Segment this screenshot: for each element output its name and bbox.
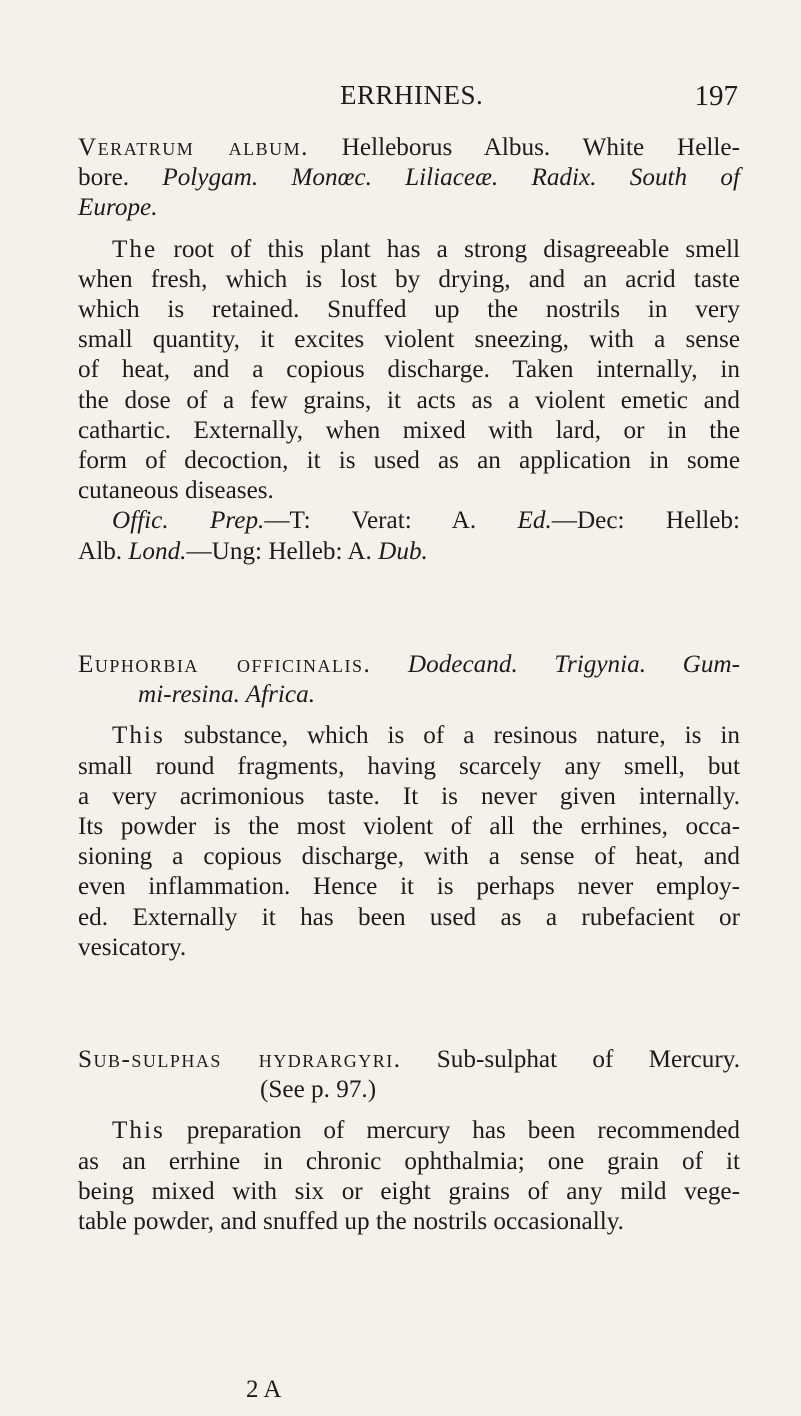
paragraph-line: This substance, which is of a resinous nature, is in	[112, 722, 740, 750]
paragraph-line: form of decoction, it is used as an application in some	[78, 447, 740, 475]
paragraph-line: when fresh, which is lost by drying, and an acrid taste	[78, 265, 740, 293]
lead-word: This	[112, 1117, 165, 1145]
entry-title-rest: Sub-sulphat of Mercury.	[401, 1046, 740, 1073]
paragraph-line: a very acrimonious taste. It is never given internally.	[78, 782, 740, 810]
entry-heading	[78, 1045, 740, 1075]
paragraph-line: cathartic. Externally, when mixed with lard, or in the	[78, 416, 740, 444]
entry-name: Veratrum album.	[78, 134, 309, 161]
entry-classification-cont: Europe.	[78, 194, 158, 222]
see-reference: (See p. 97.)	[260, 1076, 377, 1104]
paragraph-line: as an errhine in chronic ophthalmia; one grain of it	[78, 1147, 740, 1175]
paragraph-line: even inflammation. Hence it is perhaps never employ-	[78, 873, 740, 901]
entry-heading	[78, 650, 740, 680]
paragraph-line: of heat, and a copious discharge. Taken internally, in	[78, 356, 740, 384]
paragraph-line: small quantity, it excites violent sneezing, with a sense	[78, 326, 740, 354]
entry-name: Sub-sulphas hydrargyri.	[78, 1046, 402, 1073]
entry-name: Euphorbia officinalis.	[78, 651, 372, 678]
entry-classification-cont: mi-resina. Africa.	[138, 681, 316, 709]
entry-title-rest: Helleborus Albus. White Helle-	[308, 134, 740, 161]
paragraph-line: Its powder is the most violent of all the errhines, occa-	[78, 813, 740, 841]
entry-sub-sulphas-hydrargyri	[78, 1045, 740, 1237]
page-header	[78, 80, 738, 116]
classification-text: Dodecand. Trigynia. Gum-	[371, 651, 740, 678]
entry-heading	[78, 133, 740, 163]
paragraph-line: being mixed with six or eight grains of any mild vege-	[78, 1177, 740, 1205]
paragraph-line: cutaneous diseases.	[78, 477, 274, 505]
signature-mark: 2 A	[246, 1376, 282, 1403]
paragraph-line: table powder, and snuffed up the nostrils occasionally.	[78, 1208, 624, 1236]
paragraph-line: the dose of a few grains, it acts as a violent emetic and	[78, 386, 740, 414]
page-number: 197	[694, 80, 738, 112]
entry-classification: bore. Polygam. Monœc. Liliaceæ. Radix. South of	[78, 164, 740, 192]
running-title: ERRHINES.	[340, 80, 484, 110]
entry-euphorbia-officinalis	[78, 650, 740, 963]
paragraph-line: ed. Externally it has been used as a rubefacient or	[78, 903, 740, 931]
lead-word: This	[112, 722, 165, 750]
entry-veratrum-album	[78, 133, 740, 567]
offic-prep-line: Alb. Lond.—Ung: Helleb: A. Dub.	[78, 537, 428, 565]
paragraph-line: The root of this plant has a strong disagreeable smell	[112, 235, 740, 263]
lead-word: The	[112, 235, 158, 263]
paragraph-line: small round fragments, having scarcely any smell, but	[78, 752, 740, 780]
paragraph-line: vesicatory.	[78, 933, 187, 961]
classification-text: Polygam. Monœc. Liliaceæ. Radix. South of	[162, 164, 740, 192]
paragraph-line: This preparation of mercury has been recommended	[112, 1117, 740, 1145]
paragraph-line: sioning a copious discharge, with a sense of heat, and	[78, 843, 740, 871]
offic-prep-line: Offic. Prep.—T: Verat: A. Ed.—Dec: Helleb:	[112, 507, 741, 535]
paragraph-line: which is retained. Snuffed up the nostrils in very	[78, 296, 740, 324]
